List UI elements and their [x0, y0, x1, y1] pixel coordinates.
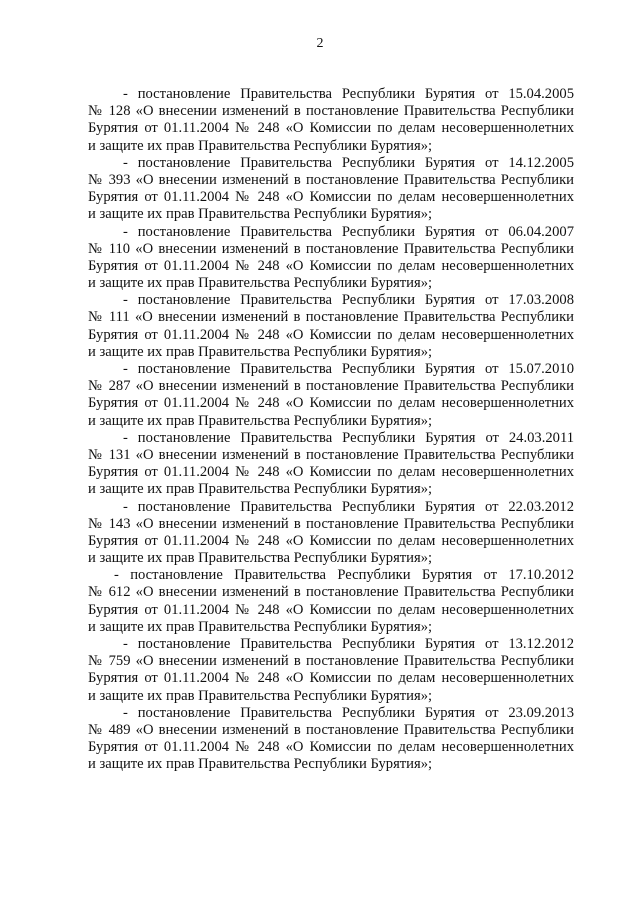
- item-line: - постановление Правительства Республики Бурятия от 22.03.2012: [123, 498, 574, 515]
- item-line: - постановление Правительства Республики Бурятия от 17.03.2008: [123, 292, 574, 309]
- item-line: Бурятия от 01.11.2004 № 248 «О Комиссии по делам несовершеннолетних: [88, 257, 574, 274]
- list-item: [88, 361, 574, 430]
- item-line: Бурятия от 01.11.2004 № 248 «О Комиссии по делам несовершеннолетних: [88, 601, 574, 618]
- item-line: № 489 «О внесении изменений в постановление Правительства Республики: [88, 721, 574, 738]
- item-line: Бурятия от 01.11.2004 № 248 «О Комиссии по делам несовершеннолетних: [88, 326, 574, 343]
- item-line: Бурятия от 01.11.2004 № 248 «О Комиссии по делам несовершеннолетних: [88, 670, 574, 687]
- item-line: - постановление Правительства Республики Бурятия от 17.10.2012: [114, 567, 574, 584]
- item-line: - постановление Правительства Республики Бурятия от 24.03.2011: [123, 429, 574, 446]
- item-line: - постановление Правительства Республики Бурятия от 15.04.2005: [123, 86, 574, 102]
- item-line: - постановление Правительства Республики Бурятия от 14.12.2005: [123, 154, 574, 171]
- item-line: и защите их прав Правительства Республики Бурятия»;: [88, 275, 433, 292]
- document-body: [88, 86, 574, 774]
- item-line: № 393 «О внесении изменений в постановление Правительства Республики: [88, 171, 574, 188]
- list-item: [88, 430, 574, 499]
- item-line: Бурятия от 01.11.2004 № 248 «О Комиссии по делам несовершеннолетних: [88, 464, 574, 481]
- item-line: № 612 «О внесении изменений в постановление Правительства Республики: [88, 584, 574, 601]
- list-item: [88, 499, 574, 568]
- item-line: и защите их прав Правительства Республики Бурятия»;: [88, 343, 433, 360]
- item-line: и защите их прав Правительства Республики Бурятия»;: [88, 206, 433, 223]
- item-line: - постановление Правительства Республики Бурятия от 06.04.2007: [123, 223, 574, 240]
- item-line: Бурятия от 01.11.2004 № 248 «О Комиссии по делам несовершеннолетних: [88, 395, 574, 412]
- list-item: [88, 705, 574, 774]
- item-line: № 131 «О внесении изменений в постановление Правительства Республики: [88, 446, 574, 463]
- item-line: - постановление Правительства Республики Бурятия от 23.09.2013: [123, 704, 574, 721]
- item-line: - постановление Правительства Республики Бурятия от 13.12.2012: [123, 636, 574, 652]
- item-line: № 759 «О внесении изменений в постановление Правительства Республики: [88, 653, 574, 670]
- item-line: № 287 «О внесении изменений в постановление Правительства Республики: [88, 378, 574, 395]
- item-line: и защите их прав Правительства Республики Бурятия»;: [88, 618, 433, 635]
- page-number: 2: [316, 36, 324, 51]
- item-line: и защите их прав Правительства Республики Бурятия»;: [88, 550, 433, 567]
- item-line: Бурятия от 01.11.2004 № 248 «О Комиссии по делам несовершеннолетних: [88, 532, 574, 549]
- list-item: [88, 567, 574, 636]
- item-line: - постановление Правительства Республики Бурятия от 15.07.2010: [123, 361, 574, 377]
- item-line: и защите их прав Правительства Республики Бурятия»;: [88, 481, 433, 498]
- list-item: [88, 636, 574, 705]
- item-line: и защите их прав Правительства Республики Бурятия»;: [88, 756, 433, 773]
- item-line: № 111 «О внесении изменений в постановление Правительства Республики: [88, 309, 574, 326]
- item-line: Бурятия от 01.11.2004 № 248 «О Комиссии по делам несовершеннолетних: [88, 739, 574, 756]
- item-line: и защите их прав Правительства Республики Бурятия»;: [88, 412, 433, 429]
- list-item: [88, 292, 574, 361]
- item-line: Бурятия от 01.11.2004 № 248 «О Комиссии по делам несовершеннолетних: [88, 189, 574, 206]
- item-line: и защите их прав Правительства Республики Бурятия»;: [88, 687, 433, 704]
- list-item: [88, 224, 574, 293]
- item-line: № 143 «О внесении изменений в постановление Правительства Республики: [88, 515, 574, 532]
- list-item: [88, 86, 574, 155]
- list-item: [88, 155, 574, 224]
- item-line: № 110 «О внесении изменений в постановление Правительства Республики: [88, 240, 574, 257]
- item-line: и защите их прав Правительства Республики Бурятия»;: [88, 137, 433, 154]
- item-line: № 128 «О внесении изменений в постановление Правительства Республики: [88, 103, 574, 120]
- item-line: Бурятия от 01.11.2004 № 248 «О Комиссии по делам несовершеннолетних: [88, 120, 574, 137]
